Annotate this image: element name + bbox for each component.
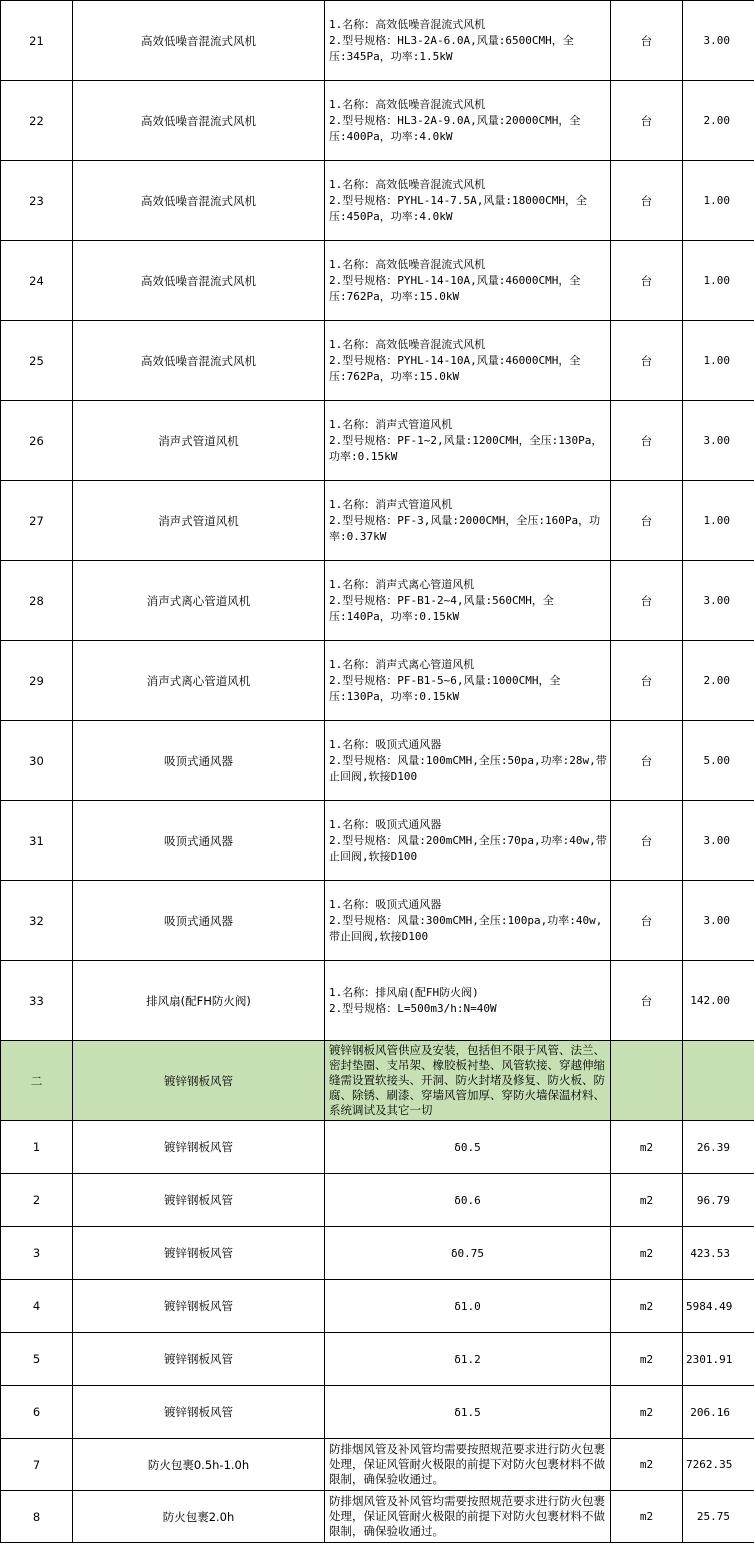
item-description: 1.名称：消声式管道风机 2.型号规格：PF-3,风量:2000CMH，全压:160Pa，功率:0.37kW bbox=[325, 481, 611, 561]
item-quantity: 1.00 bbox=[683, 481, 754, 561]
item-quantity: 1.00 bbox=[683, 321, 754, 401]
item-description: 1.名称：吸顶式通风器 2.型号规格：风量:200mCMH,全压:70pa,功率:40w,带止回阀,软接D100 bbox=[325, 801, 611, 881]
table-row bbox=[1, 401, 754, 481]
item-unit: m2 bbox=[611, 1121, 683, 1174]
item-unit: 台 bbox=[611, 241, 683, 321]
item-name: 吸顶式通风器 bbox=[73, 881, 325, 961]
table-row bbox=[1, 801, 754, 881]
item-spec: δ0.6 bbox=[325, 1174, 611, 1227]
item-unit: 台 bbox=[611, 481, 683, 561]
item-name: 防火包裹0.5h-1.0h bbox=[73, 1439, 325, 1491]
item-unit: m2 bbox=[611, 1386, 683, 1439]
item-quantity: 1.00 bbox=[683, 241, 754, 321]
item-unit: m2 bbox=[611, 1227, 683, 1280]
item-number: 2 bbox=[1, 1174, 73, 1227]
item-description: 1.名称：消声式管道风机 2.型号规格：PF-1~2,风量:1200CMH，全压:130Pa，功率:0.15kW bbox=[325, 401, 611, 481]
table-row bbox=[1, 481, 754, 561]
item-unit: 台 bbox=[611, 401, 683, 481]
item-description: 防排烟风管及补风管均需要按照规范要求进行防火包裹处理，保证风管耐火极限的前提下对防火包裹材料不做限制，确保验收通过。 bbox=[325, 1491, 611, 1543]
item-quantity: 7262.35 bbox=[683, 1439, 754, 1491]
table-row bbox=[1, 1491, 754, 1543]
item-description: 1.名称：吸顶式通风器 2.型号规格：风量:300mCMH,全压:100pa,功率:40w,带止回阀,软接D100 bbox=[325, 881, 611, 961]
section-quantity bbox=[683, 1041, 754, 1121]
table-row bbox=[1, 161, 754, 241]
item-spec: δ1.0 bbox=[325, 1280, 611, 1333]
item-number: 7 bbox=[1, 1439, 73, 1491]
item-quantity: 1.00 bbox=[683, 161, 754, 241]
item-number: 8 bbox=[1, 1491, 73, 1543]
section-header-row bbox=[1, 1041, 754, 1121]
section-name: 镀锌钢板风管 bbox=[73, 1041, 325, 1121]
item-name: 镀锌钢板风管 bbox=[73, 1174, 325, 1227]
item-description: 防排烟风管及补风管均需要按照规范要求进行防火包裹处理，保证风管耐火极限的前提下对防火包裹材料不做限制，确保验收通过。 bbox=[325, 1439, 611, 1491]
table-row bbox=[1, 641, 754, 721]
item-name: 吸顶式通风器 bbox=[73, 721, 325, 801]
item-name: 消声式管道风机 bbox=[73, 481, 325, 561]
item-number: 29 bbox=[1, 641, 73, 721]
item-quantity: 3.00 bbox=[683, 401, 754, 481]
table-row bbox=[1, 1174, 754, 1227]
item-unit: 台 bbox=[611, 81, 683, 161]
item-name: 高效低噪音混流式风机 bbox=[73, 241, 325, 321]
item-number: 26 bbox=[1, 401, 73, 481]
item-description: 1.名称：消声式离心管道风机 2.型号规格：PF-B1-2~4,风量:560CMH，全压:140Pa，功率:0.15kW bbox=[325, 561, 611, 641]
item-number: 21 bbox=[1, 1, 73, 81]
item-description: 1.名称：吸顶式通风器 2.型号规格：风量:100mCMH,全压:50pa,功率:28w,带止回阀,软接D100 bbox=[325, 721, 611, 801]
item-unit: 台 bbox=[611, 801, 683, 881]
item-spec: δ1.2 bbox=[325, 1333, 611, 1386]
table-row bbox=[1, 81, 754, 161]
item-number: 33 bbox=[1, 961, 73, 1041]
item-quantity: 206.16 bbox=[683, 1386, 754, 1439]
item-quantity: 3.00 bbox=[683, 1, 754, 81]
table-row bbox=[1, 321, 754, 401]
table-row bbox=[1, 241, 754, 321]
item-quantity: 2301.91 bbox=[683, 1333, 754, 1386]
item-quantity: 2.00 bbox=[683, 81, 754, 161]
item-unit: 台 bbox=[611, 641, 683, 721]
item-unit: m2 bbox=[611, 1280, 683, 1333]
item-description: 1.名称：高效低噪音混流式风机 2.型号规格：PYHL-14-7.5A,风量:18000CMH，全压:450Pa，功率:4.0kW bbox=[325, 161, 611, 241]
item-quantity: 2.00 bbox=[683, 641, 754, 721]
item-quantity: 25.75 bbox=[683, 1491, 754, 1543]
table-row bbox=[1, 1386, 754, 1439]
section-description: 镀锌钢板风管供应及安装，包括但不限于风管、法兰、密封垫圈、支吊架、橡胶板衬垫、风管软接、穿越伸缩缝需设置软接头、开洞、防火封堵及修复、防火板、防腐、除锈、刷漆、穿墙风管加厚、穿防火墙保温材料、系统调试及其它一切 bbox=[325, 1041, 611, 1121]
item-name: 镀锌钢板风管 bbox=[73, 1280, 325, 1333]
table-row bbox=[1, 1280, 754, 1333]
item-number: 22 bbox=[1, 81, 73, 161]
section-unit bbox=[611, 1041, 683, 1121]
item-name: 镀锌钢板风管 bbox=[73, 1227, 325, 1280]
item-number: 24 bbox=[1, 241, 73, 321]
item-name: 高效低噪音混流式风机 bbox=[73, 81, 325, 161]
item-description: 1.名称：排风扇(配FH防火阀) 2.型号规格：L=500m3/h:N=40W bbox=[325, 961, 611, 1041]
item-unit: m2 bbox=[611, 1439, 683, 1491]
item-name: 高效低噪音混流式风机 bbox=[73, 321, 325, 401]
item-number: 32 bbox=[1, 881, 73, 961]
table-row bbox=[1, 961, 754, 1041]
item-name: 防火包裹2.0h bbox=[73, 1491, 325, 1543]
item-unit: 台 bbox=[611, 561, 683, 641]
item-quantity: 96.79 bbox=[683, 1174, 754, 1227]
table-row bbox=[1, 1121, 754, 1174]
item-spec: δ0.5 bbox=[325, 1121, 611, 1174]
table-row bbox=[1, 1, 754, 81]
item-description: 1.名称：高效低噪音混流式风机 2.型号规格：HL3-2A-9.0A,风量:20000CMH，全压:400Pa，功率:4.0kW bbox=[325, 81, 611, 161]
item-unit: 台 bbox=[611, 721, 683, 801]
table-row bbox=[1, 561, 754, 641]
item-name: 消声式离心管道风机 bbox=[73, 641, 325, 721]
item-name: 高效低噪音混流式风机 bbox=[73, 161, 325, 241]
item-quantity: 3.00 bbox=[683, 881, 754, 961]
item-description: 1.名称：消声式离心管道风机 2.型号规格：PF-B1-5~6,风量:1000CMH，全压:130Pa，功率:0.15kW bbox=[325, 641, 611, 721]
item-number: 30 bbox=[1, 721, 73, 801]
item-number: 27 bbox=[1, 481, 73, 561]
item-name: 排风扇(配FH防火阀) bbox=[73, 961, 325, 1041]
item-name: 高效低噪音混流式风机 bbox=[73, 1, 325, 81]
section-number: 二 bbox=[1, 1041, 73, 1121]
item-name: 消声式管道风机 bbox=[73, 401, 325, 481]
item-unit: 台 bbox=[611, 321, 683, 401]
item-number: 1 bbox=[1, 1121, 73, 1174]
item-name: 镀锌钢板风管 bbox=[73, 1386, 325, 1439]
item-number: 4 bbox=[1, 1280, 73, 1333]
table-row bbox=[1, 1439, 754, 1491]
item-name: 消声式离心管道风机 bbox=[73, 561, 325, 641]
item-quantity: 142.00 bbox=[683, 961, 754, 1041]
item-unit: m2 bbox=[611, 1174, 683, 1227]
item-description: 1.名称：高效低噪音混流式风机 2.型号规格：PYHL-14-10A,风量:46000CMH，全压:762Pa，功率:15.0kW bbox=[325, 321, 611, 401]
item-number: 23 bbox=[1, 161, 73, 241]
item-number: 25 bbox=[1, 321, 73, 401]
item-spec: δ1.5 bbox=[325, 1386, 611, 1439]
item-unit: 台 bbox=[611, 881, 683, 961]
item-name: 镀锌钢板风管 bbox=[73, 1333, 325, 1386]
item-spec: δ0.75 bbox=[325, 1227, 611, 1280]
item-quantity: 5.00 bbox=[683, 721, 754, 801]
item-unit: 台 bbox=[611, 1, 683, 81]
table-row bbox=[1, 1333, 754, 1386]
table-row bbox=[1, 881, 754, 961]
item-description: 1.名称：高效低噪音混流式风机 2.型号规格：HL3-2A-6.0A,风量:6500CMH，全压:345Pa，功率:1.5kW bbox=[325, 1, 611, 81]
item-quantity: 26.39 bbox=[683, 1121, 754, 1174]
item-unit: m2 bbox=[611, 1491, 683, 1543]
item-quantity: 5984.49 bbox=[683, 1280, 754, 1333]
table-row bbox=[1, 1227, 754, 1280]
item-unit: 台 bbox=[611, 161, 683, 241]
item-number: 3 bbox=[1, 1227, 73, 1280]
item-quantity: 3.00 bbox=[683, 561, 754, 641]
item-number: 6 bbox=[1, 1386, 73, 1439]
item-quantity: 3.00 bbox=[683, 801, 754, 881]
item-number: 5 bbox=[1, 1333, 73, 1386]
table-body bbox=[1, 1, 754, 1543]
item-number: 28 bbox=[1, 561, 73, 641]
table-row bbox=[1, 721, 754, 801]
item-name: 吸顶式通风器 bbox=[73, 801, 325, 881]
item-name: 镀锌钢板风管 bbox=[73, 1121, 325, 1174]
item-unit: 台 bbox=[611, 961, 683, 1041]
item-description: 1.名称：高效低噪音混流式风机 2.型号规格：PYHL-14-10A,风量:46000CMH，全压:762Pa，功率:15.0kW bbox=[325, 241, 611, 321]
item-unit: m2 bbox=[611, 1333, 683, 1386]
item-number: 31 bbox=[1, 801, 73, 881]
item-quantity: 423.53 bbox=[683, 1227, 754, 1280]
